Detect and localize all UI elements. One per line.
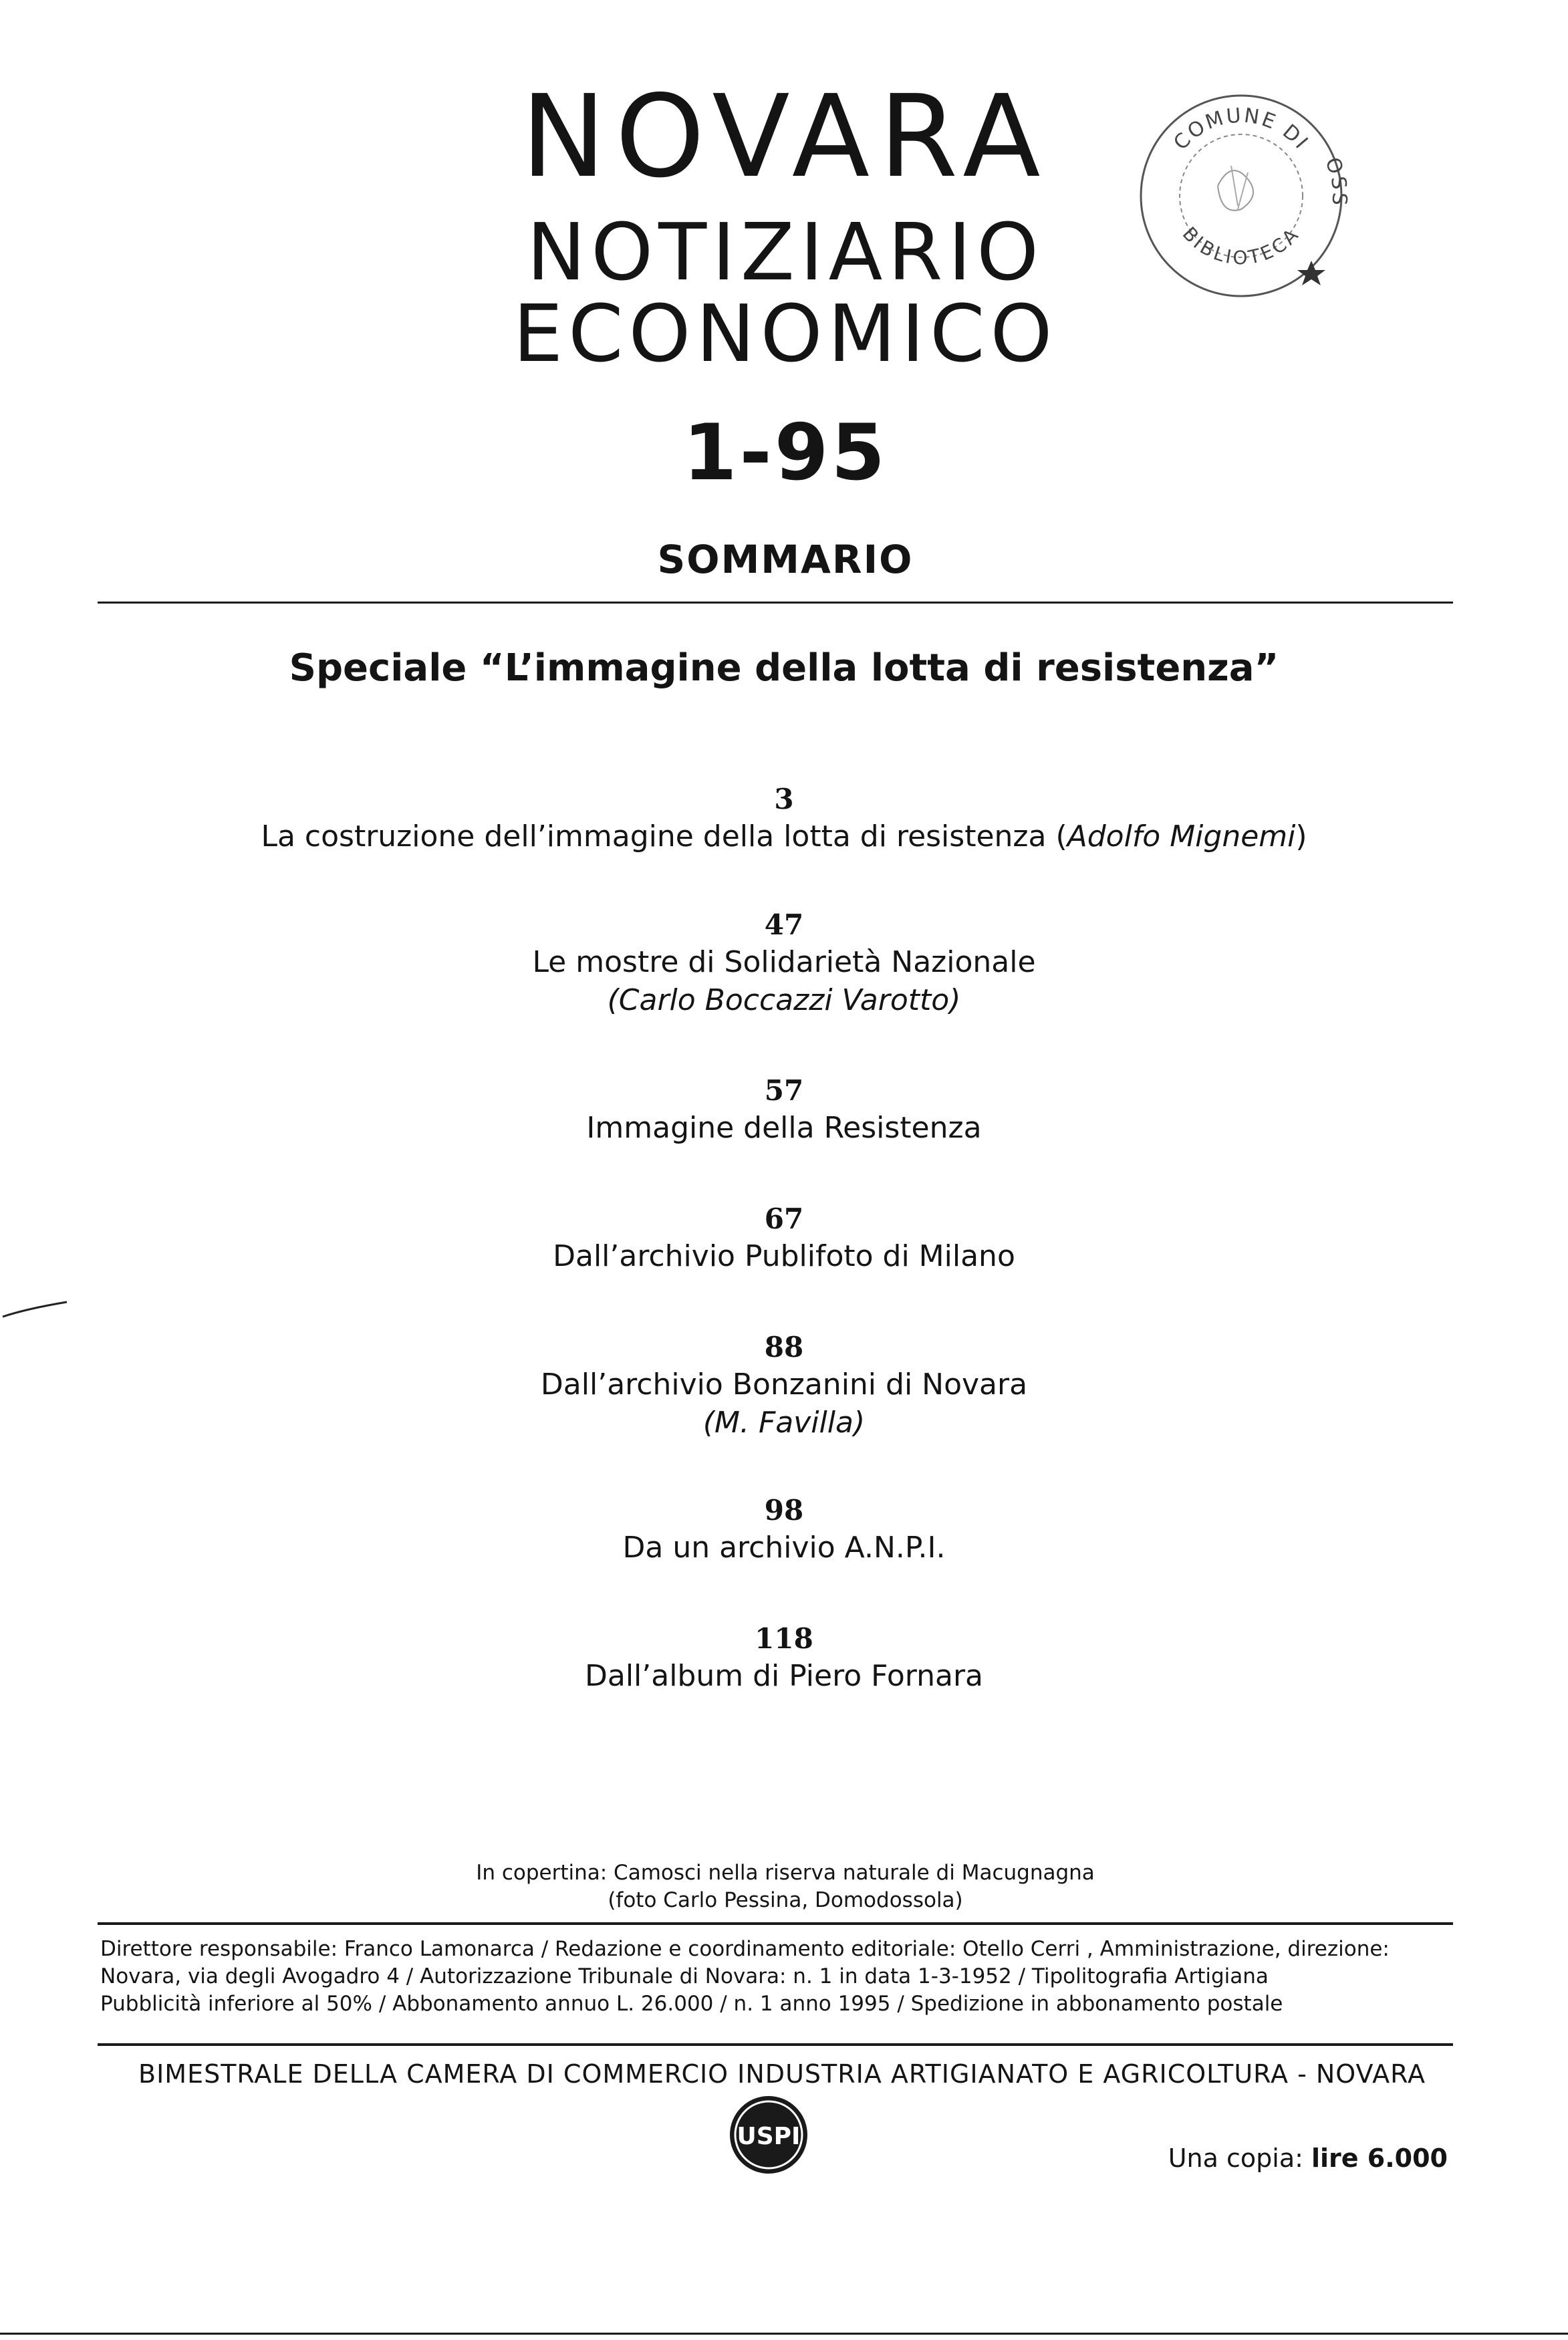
price-value: lire 6.000 xyxy=(1311,2143,1448,2173)
toc-title: Dall’album di Piero Fornara xyxy=(584,1658,984,1693)
uspi-logo-icon xyxy=(727,2093,810,2176)
toc-title: Immagine della Resistenza xyxy=(586,1110,982,1145)
cover-note-line: In copertina: Camosci nella riserva naturale di Macugnagna xyxy=(476,1861,1095,1885)
cover-note xyxy=(401,1859,1170,1914)
cover-note-line: (foto Carlo Pessina, Domodossola) xyxy=(608,1888,963,1912)
masthead-title: NOVARA xyxy=(521,71,1050,203)
divider-credits-bottom xyxy=(98,2043,1453,2046)
masthead-subtitle-line2: ECONOMICO xyxy=(513,287,1058,380)
toc-page-number: 118 xyxy=(755,1622,813,1655)
toc-entry xyxy=(0,1493,1568,1567)
svg-text:BIBLIOTECA: BIBLIOTECA xyxy=(1178,223,1305,269)
credits-line: Pubblicità inferiore al 50% / Abbonamento annuo L. 26.000 / n. 1 anno 1995 / Spedizione in abbonamento postale xyxy=(100,1991,1283,2016)
toc-entry xyxy=(0,1621,1568,1695)
toc-author: (Carlo Boccazzi Varotto) xyxy=(607,983,961,1017)
toc-title: Le mostre di Solidarietà Nazionale xyxy=(532,944,1036,979)
toc-entry xyxy=(0,1330,1568,1442)
toc-entry xyxy=(0,1073,1568,1147)
svg-text:COMUNE DI: COMUNE DI xyxy=(1169,104,1314,155)
toc-title: Dall’archivio Publifoto di Milano xyxy=(553,1239,1015,1273)
toc-entry xyxy=(0,908,1568,1019)
library-stamp-icon xyxy=(1131,86,1351,306)
toc-entry xyxy=(0,782,1568,856)
publisher-line: BIMESTRALE DELLA CAMERA DI COMMERCIO INDUSTRIA ARTIGIANATO E AGRICOLTURA - NOVARA xyxy=(138,2059,1426,2089)
credits-line: Direttore responsabile: Franco Lamonarca / Redazione e coordinamento editoriale: Otello Cerri , Amministrazione, direzione: xyxy=(100,1937,1390,1961)
issue-number: 1-95 xyxy=(682,408,888,498)
toc-page-number: 88 xyxy=(764,1331,804,1363)
toc-page-number: 98 xyxy=(764,1494,804,1527)
divider-credits-top xyxy=(98,1922,1453,1925)
pen-mark-icon xyxy=(0,1297,74,1330)
toc-page-number: 67 xyxy=(764,1202,804,1235)
page-bottom-edge xyxy=(0,2333,1568,2335)
toc-title: Da un archivio A.N.P.I. xyxy=(622,1530,946,1565)
toc-title: La costruzione dell’immagine della lotta di resistenza (Adolfo Mignemi) xyxy=(261,819,1307,854)
toc-author: Adolfo Mignemi xyxy=(1067,819,1296,854)
divider-top xyxy=(98,602,1453,604)
toc-title: Dall’archivio Bonzanini di Novara xyxy=(540,1367,1028,1402)
credits-block xyxy=(100,1936,1457,2018)
toc-page-number: 57 xyxy=(764,1074,804,1107)
toc-page-number: 3 xyxy=(774,783,794,815)
masthead-subtitle-line1: NOTIZIARIO xyxy=(526,206,1045,298)
credits-line: Novara, via degli Avogadro 4 / Autorizzazione Tribunale di Novara: n. 1 in data 1-3-1952 / Tipolitografia Artigiana xyxy=(100,1964,1269,1988)
toc-author: (M. Favilla) xyxy=(702,1405,866,1440)
svg-text:OSS: OSS xyxy=(1320,154,1351,209)
svg-text:USPI: USPI xyxy=(737,2123,801,2150)
toc-page-number: 47 xyxy=(764,908,804,941)
sommario-heading: SOMMARIO xyxy=(657,537,914,582)
toc-entry xyxy=(0,1202,1568,1275)
special-issue-heading: Speciale “L’immagine della lotta di resistenza” xyxy=(289,646,1279,690)
price-label: Una copia: lire 6.000 xyxy=(1168,2143,1448,2173)
